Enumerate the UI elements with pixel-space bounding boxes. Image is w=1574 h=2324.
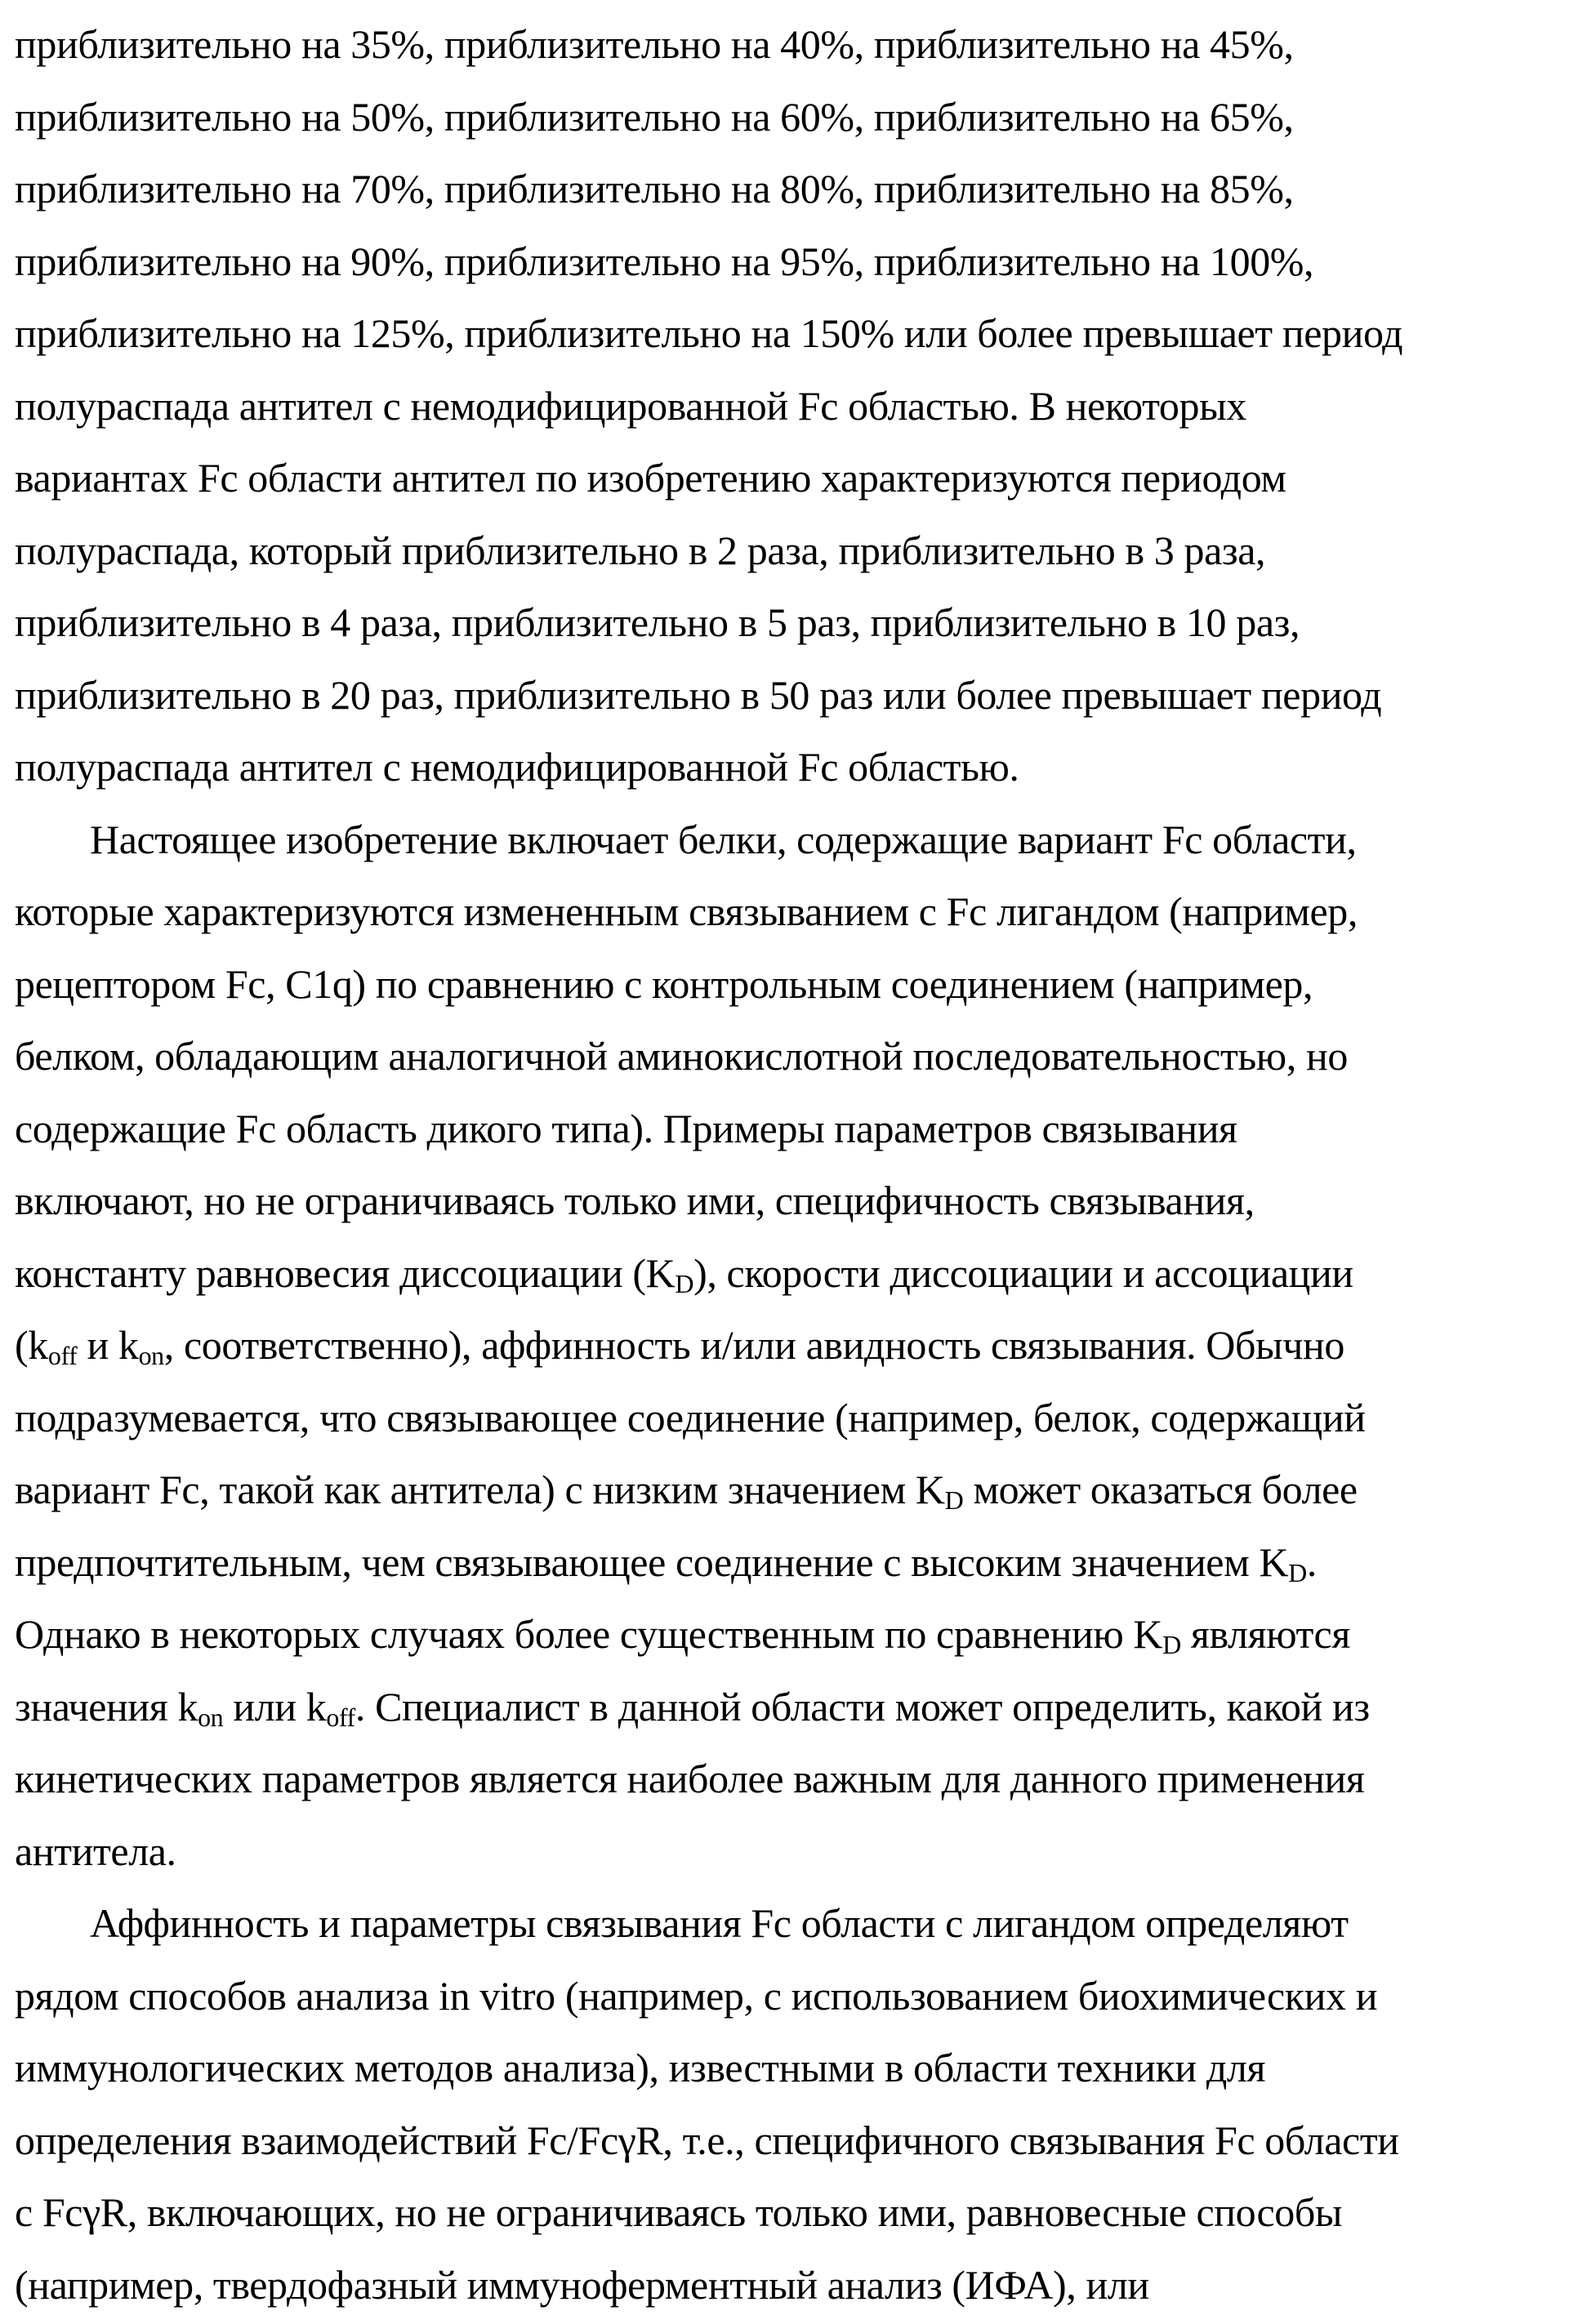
line-text: рецептором Fc, C1q) по сравнению с контрольным соединением (например, bbox=[15, 960, 1313, 1007]
text-line bbox=[15, 875, 1566, 948]
subscript-text: D bbox=[1288, 1557, 1307, 1587]
line-text: являются bbox=[1180, 1611, 1350, 1657]
line-text: Настоящее изобретение включает белки, содержащие вариант Fc области, bbox=[90, 816, 1357, 862]
text-line bbox=[15, 1164, 1566, 1237]
text-line bbox=[15, 1887, 1566, 1960]
line-text: предпочтительным, чем связывающее соединение с высоким значением K bbox=[15, 1538, 1289, 1585]
subscript-text: off bbox=[47, 1341, 78, 1371]
line-text: кинетических параметров является наиболее важным для данного применения bbox=[15, 1756, 1365, 1801]
line-text: значения k bbox=[15, 1683, 198, 1730]
subscript-text: D bbox=[944, 1485, 964, 1516]
line-text: включают, но не ограничиваясь только ими, специфичность связывания, bbox=[15, 1178, 1255, 1223]
text-line bbox=[15, 659, 1566, 732]
text-line bbox=[15, 1020, 1566, 1093]
subscript-text: on bbox=[198, 1702, 224, 1732]
line-text: . Специалист в данной области может определить, какой из bbox=[354, 1683, 1370, 1730]
subscript-text: D bbox=[675, 1268, 694, 1298]
line-text: (например, твердофазный иммуноферментный анализ (ИФА), или bbox=[15, 2261, 1149, 2308]
line-text: антитела. bbox=[15, 1828, 176, 1874]
line-text: полураспада, который приблизительно в 2 раза, приблизительно в 3 раза, bbox=[15, 527, 1266, 573]
text-line bbox=[15, 153, 1566, 225]
line-text: Аффинность и параметры связывания Fc области с лигандом определяют bbox=[90, 1900, 1349, 1946]
text-line bbox=[15, 1382, 1566, 1454]
document-text-block bbox=[15, 8, 1566, 2321]
line-text: которые характеризуются измененным связыванием с Fc лигандом (например, bbox=[15, 888, 1358, 934]
line-text: константу равновесия диссоциации (K bbox=[15, 1249, 676, 1296]
line-text: белком, обладающим аналогичной аминокислотной последовательностью, но bbox=[15, 1033, 1348, 1079]
line-text: полураспада антител с немодифицированной Fc областью. bbox=[15, 744, 1019, 790]
line-text: , соответственно), аффинность и/или авидность связывания. Обычно bbox=[163, 1322, 1344, 1368]
line-text: Однако в некоторых случаях более существенным по сравнению K bbox=[15, 1611, 1163, 1657]
line-text: с FcγR, включающих, но не ограничиваясь только ими, равновесные способы bbox=[15, 2189, 1343, 2235]
line-text: ), скорости диссоциации и ассоциации bbox=[693, 1249, 1353, 1296]
line-text: и k bbox=[77, 1322, 139, 1368]
line-text: приблизительно на 125%, приблизительно на 150% или более превышает период bbox=[15, 310, 1403, 356]
text-line bbox=[15, 1815, 1566, 1888]
line-text: содержащие Fc область дикого типа). Примеры параметров связывания bbox=[15, 1105, 1237, 1151]
text-line bbox=[15, 297, 1566, 370]
text-line bbox=[15, 1237, 1566, 1310]
text-line bbox=[15, 370, 1566, 443]
line-text: . bbox=[1306, 1538, 1317, 1585]
line-text: может оказаться более bbox=[963, 1467, 1358, 1512]
text-line bbox=[15, 1526, 1566, 1599]
text-line bbox=[15, 731, 1566, 804]
line-text: приблизительно на 70%, приблизительно на 80%, приблизительно на 85%, bbox=[15, 166, 1294, 211]
line-text: приблизительно в 20 раз, приблизительно в 50 раз или более превышает период bbox=[15, 671, 1382, 718]
line-text: приблизительно на 35%, приблизительно на 40%, приблизительно на 45%, bbox=[15, 21, 1294, 67]
text-line bbox=[15, 514, 1566, 587]
text-line bbox=[15, 2176, 1566, 2249]
line-text: определения взаимодействий Fc/FcγR, т.е., специфичного связывания Fc области bbox=[15, 2117, 1399, 2163]
line-text: полураспада антител с немодифицированной Fc областью. В некоторых bbox=[15, 382, 1246, 429]
line-text: приблизительно на 50%, приблизительно на 60%, приблизительно на 65%, bbox=[15, 93, 1294, 140]
text-line bbox=[15, 586, 1566, 659]
line-text: подразумевается, что связывающее соединение (например, белок, содержащий bbox=[15, 1394, 1366, 1440]
text-line bbox=[15, 1671, 1566, 1743]
line-text: иммунологических методов анализа), известными в области техники для bbox=[15, 2045, 1266, 2090]
text-line bbox=[15, 1093, 1566, 1165]
text-line bbox=[15, 804, 1566, 876]
text-line bbox=[15, 1960, 1566, 2032]
text-line bbox=[15, 2104, 1566, 2177]
text-line bbox=[15, 81, 1566, 154]
line-text: или k bbox=[223, 1683, 327, 1730]
subscript-text: off bbox=[326, 1702, 355, 1732]
text-line bbox=[15, 8, 1566, 81]
line-text: (k bbox=[15, 1322, 48, 1368]
text-line bbox=[15, 442, 1566, 514]
line-text: приблизительно на 90%, приблизительно на 95%, приблизительно на 100%, bbox=[15, 238, 1314, 284]
text-line bbox=[15, 1454, 1566, 1526]
text-line bbox=[15, 948, 1566, 1021]
line-text: приблизительно в 4 раза, приблизительно в 5 раз, приблизительно в 10 раз, bbox=[15, 599, 1300, 645]
text-line bbox=[15, 2032, 1566, 2104]
line-text: вариант Fc, такой как антитела) с низким значением K bbox=[15, 1467, 945, 1512]
text-line bbox=[15, 2249, 1566, 2322]
line-text: вариантах Fc области антител по изобретению характеризуются периодом bbox=[15, 455, 1286, 501]
text-line bbox=[15, 225, 1566, 298]
text-line bbox=[15, 1309, 1566, 1382]
line-text: рядом способов анализа in vitro (например, с использованием биохимических и bbox=[15, 1972, 1378, 2019]
subscript-text: D bbox=[1162, 1630, 1181, 1660]
subscript-text: on bbox=[138, 1341, 164, 1371]
text-line bbox=[15, 1598, 1566, 1671]
text-line bbox=[15, 1743, 1566, 1815]
